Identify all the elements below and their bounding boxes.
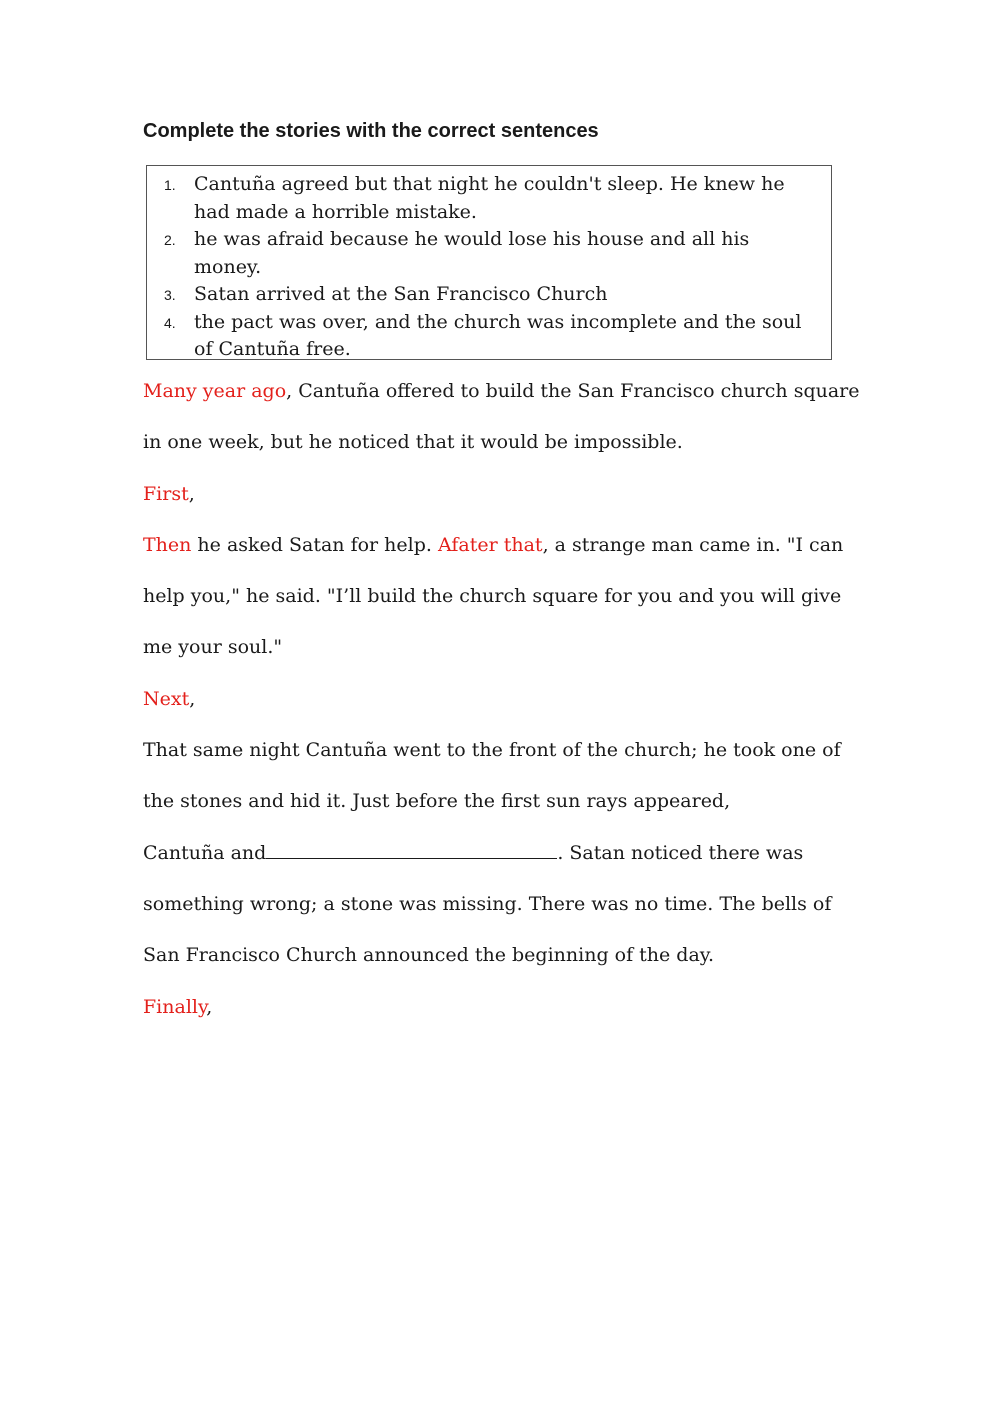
sequence-word: First [143,482,189,505]
story-text [143,366,863,1033]
option-item-4 [147,309,817,364]
story-sentence: , [188,482,195,505]
option-number: 2. [164,232,176,248]
story-paragraph-blank [143,828,863,982]
option-text: Cantuña agreed but that night he couldn't sleep. He knew he had made a horrible mistake. [194,173,785,223]
story-paragraph-then [143,520,863,674]
option-text: he was afraid because he would lose his house and all his money. [194,228,750,278]
story-paragraph-intro [143,366,863,469]
story-sentence: . Satan noticed there was something wrong; a stone was missing. There was no time. The bells of San Francisco Church announced the beginning of the day. [143,841,832,967]
story-sentence: , [189,687,196,710]
story-paragraph-next [143,674,863,725]
story-paragraph-night [143,725,863,828]
sentence-options-list [147,171,817,364]
story-paragraph-first [143,469,863,520]
story-sentence: he asked Satan for help. [191,533,438,556]
option-number: 4. [164,314,176,331]
sentence-options-box [146,165,832,360]
option-text: the pact was over, and the church was incomplete and the soul of Cantuña free. [194,310,802,360]
option-text: Satan arrived at the San Francisco Church [194,283,608,305]
option-number: 1. [164,177,176,193]
option-item-3 [147,281,817,309]
answer-blank-line[interactable] [266,840,557,859]
option-item-2 [147,226,817,281]
option-item-1 [147,171,817,226]
story-paragraph-finally [143,982,863,1033]
sequence-word: Finally [143,995,207,1018]
sequence-word: Afater that [437,533,543,556]
story-sentence: Cantuña and [143,841,267,864]
sequence-word: Then [143,533,192,556]
story-sentence: That same night Cantuña went to the front of the church; he took one of the stones and hid it. Just before the first sun rays appeared, [143,739,841,813]
sequence-word: Next [143,687,190,710]
option-number: 3. [164,287,176,303]
story-sentence: , Cantuña offered to build the San Francisco church square in one week, but he noticed that it would be impossible. [143,380,860,454]
story-sentence: , a strange man came in. "I can help you," he said. "I’ll build the church square for you and you will give me your soul." [143,533,844,659]
sequence-word: Many year ago [143,380,287,402]
story-sentence: , [206,995,213,1018]
page-title: Complete the stories with the correct sentences [143,120,599,142]
